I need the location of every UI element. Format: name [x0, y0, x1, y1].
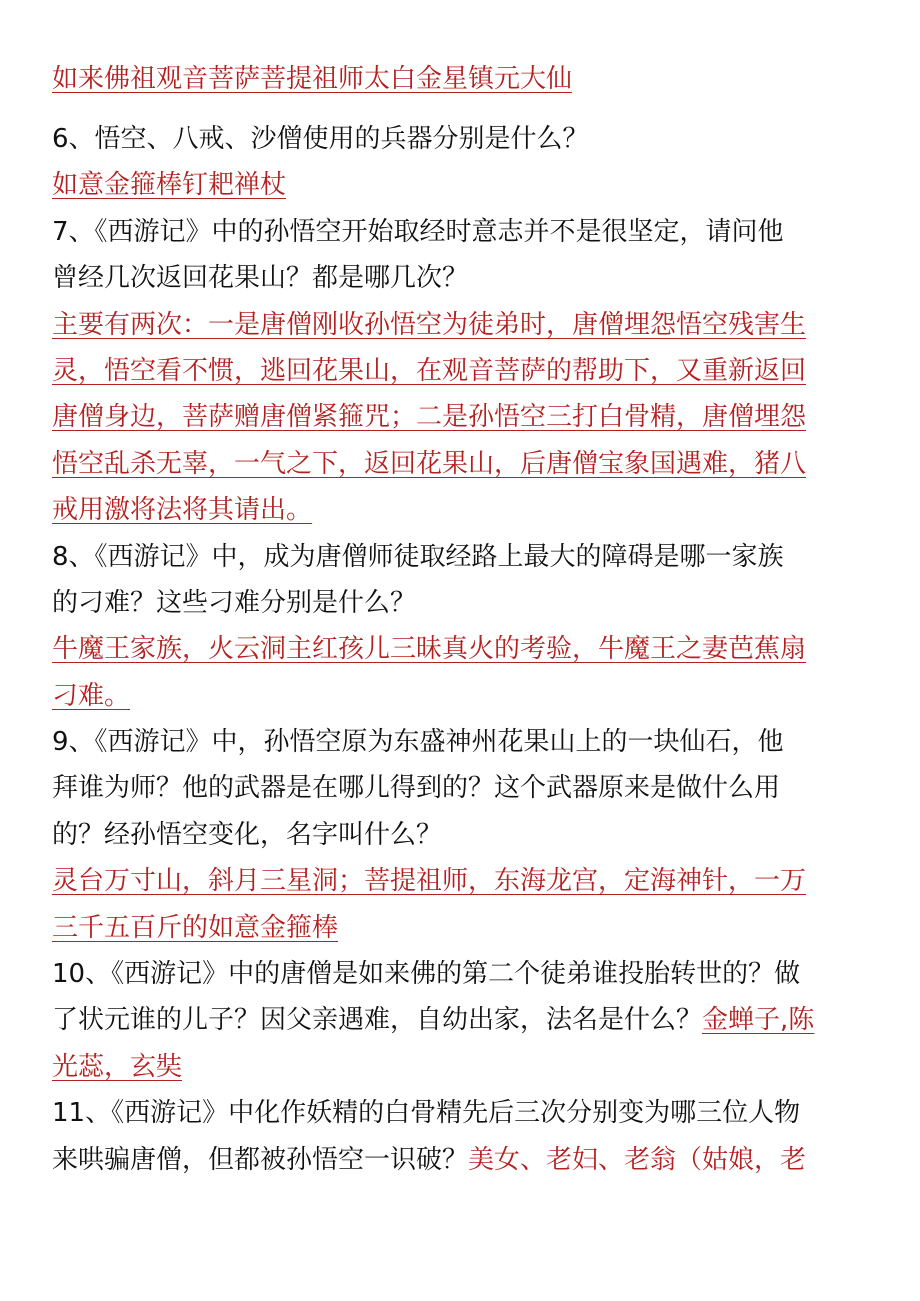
question-11-mixed-line [52, 1137, 872, 1183]
question-6-line: 6、悟空、八戒、沙僧使用的兵器分别是什么？ [52, 124, 589, 154]
answer-10-line: 光蕊，玄奘 [52, 1051, 183, 1082]
answer-9-line: 灵台万寸山，斜月三星洞；菩提祖师，东海龙宫，定海神针，一万 [52, 866, 807, 897]
answer-9-line: 三千五百斤的如意金箍棒 [52, 912, 339, 943]
question-7-line: 曾经几次返回花果山？都是哪几次？ [52, 263, 469, 294]
answer-8-line: 刁难。 [52, 680, 131, 711]
answer-8-line: 牛魔王家族，火云洞主红孩儿三昧真火的考验，牛魔王之妻芭蕉扇 [52, 634, 807, 665]
question-7-line: 7、《西游记》中的孙悟空开始取经时意志并不是很坚定，请问他 [52, 216, 784, 247]
answer-7-line: 唐僧身边，菩萨赠唐僧紧箍咒；二是孙悟空三打白骨精，唐僧埋怨 [52, 402, 807, 433]
answer-7-line: 悟空乱杀无辜，一气之下，返回花果山，后唐僧宝象国遇难，猪八 [52, 448, 807, 479]
question-9-line: 拜谁为师？他的武器是在哪儿得到的？这个武器原来是做什么用 [52, 773, 781, 804]
question-8-line: 的刁难？这些刁难分别是什么？ [52, 587, 417, 618]
answer-7-line: 主要有两次：一是唐僧刚收孙悟空为徒弟时，唐僧埋怨悟空残害生 [52, 309, 807, 340]
answer-7-line: 戒用激将法将其请出。 [52, 495, 313, 526]
question-10-line: 10、《西游记》中的唐僧是如来佛的第二个徒弟谁投胎转世的？做 [52, 959, 801, 990]
question-11-line: 11、《西游记》中化作妖精的白骨精先后三次分别变为哪三位人物 [52, 1098, 801, 1129]
question-10-text: 了状元谁的儿子？因父亲遇难，自幼出家，法名是什么？ [52, 1005, 703, 1036]
answer-11-text: 美女、老妇、老翁（姑娘，老 [468, 1144, 807, 1175]
question-9-line: 9、《西游记》中，孙悟空原为东盛神州花果山上的一块仙石，他 [52, 727, 784, 758]
question-11-text: 来哄骗唐僧，但都被孙悟空一识破？ [52, 1144, 469, 1175]
document-page [52, 56, 872, 1183]
question-9-line: 的？经孙悟空变化，名字叫什么？ [52, 819, 443, 850]
answer-line: 如来佛祖观音菩萨菩提祖师太白金星镇元大仙 [52, 64, 573, 94]
answer-6-line: 如意金箍棒钉耙禅杖 [52, 170, 287, 201]
question-8-line: 8、《西游记》中，成为唐僧师徒取经路上最大的障碍是哪一家族 [52, 541, 784, 572]
answer-10-text: 金蝉子,陈 [702, 1005, 815, 1036]
question-10-mixed-line [52, 997, 872, 1043]
answer-7-line: 灵，悟空看不惯，逃回花果山，在观音菩萨的帮助下，又重新返回 [52, 355, 807, 386]
